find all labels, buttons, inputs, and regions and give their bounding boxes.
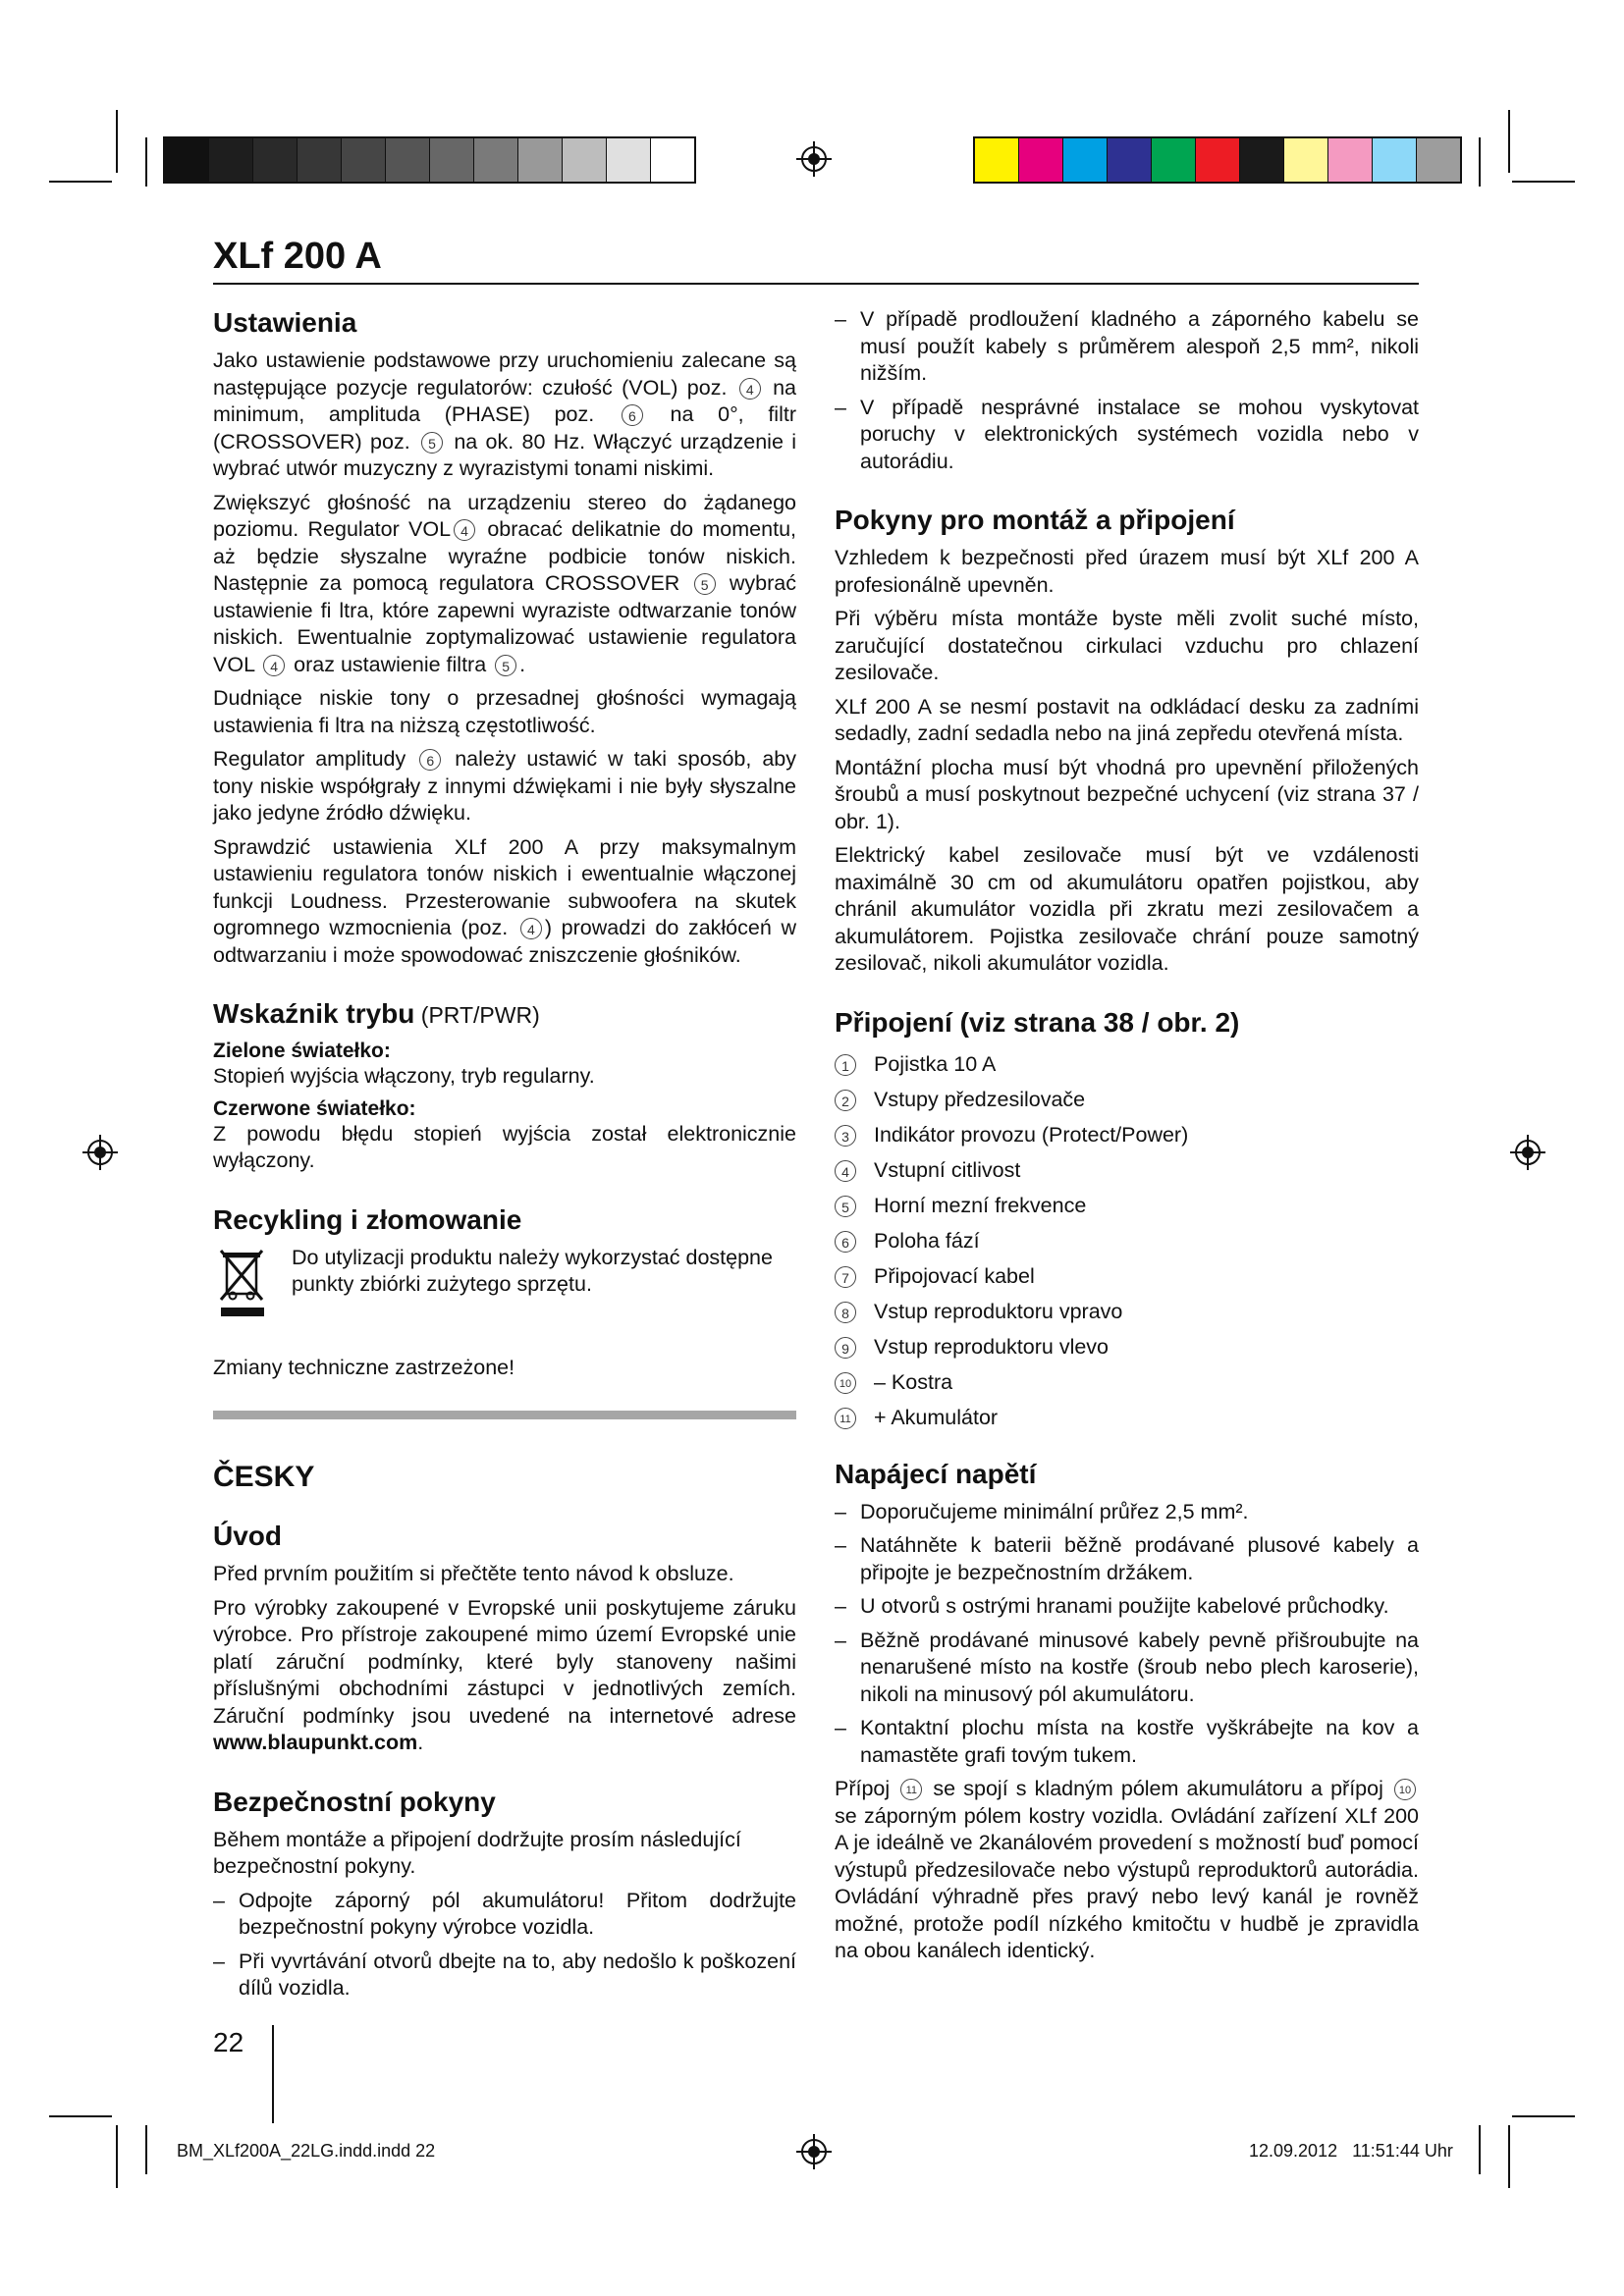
paragraph: Regulator amplitudy 6 należy ustawić w taki sposób, aby tony niskie współgrały z innymi dźwiękami i nie były słyszalne jako jedyne źródło dźwięku. — [213, 747, 796, 825]
circled-number-icon: 5 — [694, 573, 716, 595]
paragraph: Montážní plocha musí být vhodná pro upevnění přiložených šroubů a musí poskytnout bezpečné uchycení (viz strana 37 / obr. 1). — [835, 755, 1419, 833]
crop-mark — [1512, 2115, 1575, 2117]
list-item: – Běžně prodávané minusové kabely pevně přišroubujte na nenarušené místo na kostře (šroub nebo plech karoserie), nikoli na minusový pól akumulátoru. — [835, 1628, 1419, 1706]
page-number-rule — [272, 2025, 274, 2123]
circled-number-icon: 2 — [835, 1090, 856, 1111]
list-item: – Natáhněte k baterii běžně prodávané plusové kabely a připojte je bezpečnostním držákem. — [835, 1533, 1419, 1584]
color-swatch — [1328, 138, 1373, 182]
color-swatch — [563, 138, 607, 182]
connection-item: 7 Připojovací kabel — [835, 1259, 1419, 1295]
connection-item: 10 – Kostra — [835, 1365, 1419, 1401]
crop-mark — [1479, 137, 1481, 187]
color-swatch — [165, 138, 209, 182]
grayscale-color-bar — [163, 136, 696, 184]
paragraph: Elektrický kabel zesilovače musí být ve vzdálenosti maximálně 30 cm od akumulátoru opatřen pojistkou, aby chránil akumulátor vozidla při zkratu mezi zesilovačem a akumulátorem. Pojistka zesilovače chrání pouze samotný zesilovač, nikoli akumulátor vozidla. — [835, 843, 1419, 975]
website-link[interactable]: www.blaupunkt.com — [213, 1731, 418, 1754]
paragraph: Sprawdzić ustawienia XLf 200 A przy maksymalnym ustawieniu regulatora tonów niskich i ewentualnie włączonej funkcji Loudness. Przesterowanie subwoofera na skutek ogromnego wzmocnienia (poz. 4 ) prowadzi do zakłóceń w odtwarzaniu i może spowodować zniszczenie głośników. — [213, 834, 796, 967]
page-number: 22 — [213, 2027, 244, 2057]
color-swatch — [607, 138, 651, 182]
safety-list — [213, 1888, 796, 2002]
connection-list — [835, 1047, 1419, 1436]
color-swatch — [651, 138, 694, 182]
crop-mark — [1512, 181, 1575, 183]
color-swatch — [298, 138, 342, 182]
section-separator — [213, 1411, 796, 1419]
crop-mark — [1508, 2125, 1510, 2188]
section-heading-uvod: Úvod — [213, 1521, 282, 1551]
connection-item: 5 Horní mezní frekvence — [835, 1189, 1419, 1224]
color-swatch — [1063, 138, 1108, 182]
recycling-block — [213, 1245, 796, 1317]
language-heading: ČESKY — [213, 1461, 315, 1493]
crop-mark — [49, 181, 112, 183]
circled-number-icon: 6 — [835, 1231, 856, 1253]
color-swatch — [253, 138, 298, 182]
crop-mark — [116, 2125, 118, 2188]
color-swatch — [1196, 138, 1240, 182]
color-swatch — [209, 138, 253, 182]
cable-notes-list — [835, 306, 1419, 475]
circled-number-icon: 4 — [263, 655, 285, 676]
connection-item: 4 Vstupní citlivost — [835, 1153, 1419, 1189]
crop-mark — [1508, 110, 1510, 173]
circled-number-icon: 8 — [835, 1302, 856, 1323]
connection-item: 9 Vstup reproduktoru vlevo — [835, 1330, 1419, 1365]
weee-bin-icon — [213, 1247, 272, 1317]
paragraph: Vzhledem k bezpečnosti před úrazem musí být XLf 200 A profesionálně upevněn. — [835, 546, 1419, 597]
title-divider — [213, 283, 1419, 285]
red-light-label: Czerwone światełko: — [213, 1096, 416, 1120]
connection-item: 2 Vstupy předzesilovače — [835, 1083, 1419, 1118]
connection-item: 6 Poloha fází — [835, 1224, 1419, 1259]
section-heading-pripojeni: Připojení (viz strana 38 / obr. 2) — [835, 1006, 1240, 1038]
color-swatch — [518, 138, 563, 182]
list-item: – V případě prodloužení kladného a záporného kabelu se musí použít kabely s průměrem alespoň 2,5 mm², nikoli nižším. — [835, 307, 1419, 385]
page-title: XLf 200 A — [213, 236, 382, 277]
green-light-label: Zielone światełko: — [213, 1040, 391, 1062]
circled-number-icon: 10 — [1394, 1779, 1416, 1800]
power-supply-list — [835, 1499, 1419, 1770]
connection-item: 3 Indikátor provozu (Protect/Power) — [835, 1118, 1419, 1153]
circled-number-icon: 5 — [835, 1196, 856, 1217]
paragraph: Stopień wyjścia włączony, tryb regularny. — [213, 1064, 595, 1088]
color-swatch — [386, 138, 430, 182]
paragraph: Pro výrobky zakoupené v Evropské unii poskytujeme záruku výrobce. Pro přístroje zakoupené mimo území Evropské unie platí záruční podmínky, které byly stanoveny našimi příslušnými obchodními zástupci v jednotlivých zemích. Záruční podmínky jsou uvedené na internetové adrese www.blaupunkt.com. — [213, 1595, 796, 1754]
connection-item: 8 Vstup reproduktoru vpravo — [835, 1295, 1419, 1330]
registration-mark-icon — [82, 1135, 118, 1170]
circled-number-icon: 9 — [835, 1337, 856, 1359]
list-item: – Doporučujeme minimální průřez 2,5 mm². — [835, 1499, 1249, 1523]
circled-number-icon: 10 — [835, 1372, 856, 1394]
crop-mark — [49, 2115, 112, 2117]
color-swatch — [1240, 138, 1284, 182]
paragraph: Jako ustawienie podstawowe przy uruchomieniu zalecane są następujące pozycje regulatorów: czułość (VOL) poz. 4 na minimum, amplituda (PHASE) poz. 6 na 0°, filtr (CROSSOVER) poz. 5 na ok. 80 Hz. Włączyć urządzenie i wybrać utwór muzyczny z wyrazistymi tonami niskimi. — [213, 348, 796, 480]
color-swatch — [1417, 138, 1460, 182]
circled-number-icon: 11 — [835, 1408, 856, 1429]
circled-number-icon: 11 — [900, 1779, 922, 1800]
color-swatch — [1019, 138, 1063, 182]
circled-number-icon: 6 — [622, 404, 643, 426]
paragraph: Během montáže a připojení dodržujte prosím následující bezpečnostní pokyny. — [213, 1827, 741, 1878]
paragraph: Z powodu błędu stopień wyjścia został elektronicznie wyłączony. — [213, 1121, 796, 1172]
list-item: – V případě nesprávné instalace se mohou vyskytovat poruchy v elektronických systémech vozidla nebo v autorádiu. — [835, 395, 1419, 473]
circled-number-icon: 5 — [495, 655, 516, 676]
left-column-czech — [213, 1461, 796, 2009]
footer-filename: BM_XLf200A_22LG.indd.indd 22 — [177, 2141, 436, 2161]
color-swatch — [474, 138, 518, 182]
section-heading-wskaznik: Wskaźnik trybu (PRT/PWR) — [213, 998, 540, 1029]
crop-mark — [145, 2125, 147, 2174]
paragraph: Přípoj 11 se spojí s kladným pólem akumulátoru a přípoj 10 se záporným pólem kostry vozidla. Ovládání zařízení XLf 200 A je ideálně ve 2kanálovém provedení s možností buď pomocí výstupů předzesilovače nebo výstupů reproduktorů autorádia. Ovládání výhradně přes pravý nebo levý kanál je rovněž možné, protože podíl nízkého kmitočtu v hudbě je zpravidla na obou kanálech identický. — [835, 1777, 1419, 1962]
circled-number-icon: 4 — [454, 519, 475, 541]
list-item: – U otvorů s ostrými hranami použijte kabelové průchodky. — [835, 1594, 1389, 1618]
registration-mark-icon — [796, 2134, 832, 2169]
circled-number-icon: 6 — [419, 749, 441, 771]
circled-number-icon: 1 — [835, 1054, 856, 1076]
section-heading-bezpecnost: Bezpečnostní pokyny — [213, 1786, 496, 1817]
connection-item: 11 + Akumulátor — [835, 1401, 1419, 1436]
connection-item: 1 Pojistka 10 A — [835, 1047, 1419, 1083]
list-item: – Kontaktní plochu místa na kostře vyškrábejte na kov a namastěte grafi tovým tukem. — [835, 1716, 1419, 1767]
paragraph: Před prvním použitím si přečtěte tento návod k obsluze. — [213, 1562, 734, 1585]
section-heading-recykling: Recykling i złomowanie — [213, 1203, 522, 1235]
color-swatch — [975, 138, 1019, 182]
crop-mark — [116, 110, 118, 173]
process-color-bar — [973, 136, 1462, 184]
section-heading-montaz: Pokyny pro montáž a připojení — [835, 505, 1235, 535]
circled-number-icon: 5 — [421, 432, 443, 454]
circled-number-icon: 4 — [739, 378, 761, 400]
paragraph: Při výběru místa montáže byste měli zvolit suché místo, zaručující dostatečnou cirkulaci vzduchu pro chlazení zesilovače. — [835, 607, 1419, 684]
color-swatch — [1284, 138, 1328, 182]
color-swatch — [342, 138, 386, 182]
circled-number-icon: 3 — [835, 1125, 856, 1147]
circled-number-icon: 4 — [520, 918, 542, 939]
recycling-text: Do utylizacji produktu należy wykorzystać dostępne punkty zbiórki zużytego sprzętu. — [292, 1245, 773, 1296]
color-swatch — [430, 138, 474, 182]
left-column — [213, 306, 796, 1381]
section-heading-napajeci: Napájecí napětí — [835, 1458, 1037, 1489]
paragraph: XLf 200 A se nesmí postavit na odkládací desku za zadními sedadly, zadní sedadla nebo na jiná zepředu otevřená místa. — [835, 694, 1419, 745]
right-column — [835, 306, 1419, 1972]
circled-number-icon: 7 — [835, 1266, 856, 1288]
technical-changes-note: Zmiany techniczne zastrzeżone! — [213, 1355, 515, 1379]
paragraph: Dudniące niskie tony o przesadnej głośności wymagają ustawienia fi ltra na niższą częstotliwość. — [213, 686, 796, 737]
list-item: – Odpojte záporný pól akumulátoru! Přitom dodržujte bezpečnostní pokyny výrobce vozidla. — [213, 1888, 796, 1939]
list-item: – Při vyvrtávání otvorů dbejte na to, aby nedošlo k poškození dílů vozidla. — [213, 1949, 796, 2000]
mounting-paragraphs — [835, 545, 1419, 978]
footer-timestamp: 12.09.2012 11:51:44 Uhr — [1249, 2141, 1453, 2161]
paragraph: Zwiększyć głośność na urządzeniu stereo do żądanego poziomu. Regulator VOL 4 obracać delikatnie do momentu, aż będzie słyszalne wyraźne podbicie tonów niskich. Następnie za pomocą regulatora CROSSOVER 5 wybrać ustawienie fi ltra, które zapewni wyraziste odtwarzanie tonów niskich. Ewentualnie zoptymalizować ustawienie regulatora VOL 4 oraz ustawienie filtra 5 . — [213, 490, 797, 676]
registration-mark-icon — [1510, 1135, 1545, 1170]
section-heading-ustawienia: Ustawienia — [213, 307, 357, 338]
color-swatch — [1108, 138, 1152, 182]
color-swatch — [1373, 138, 1417, 182]
color-swatch — [1152, 138, 1196, 182]
crop-mark — [145, 137, 147, 187]
circled-number-icon: 4 — [835, 1160, 856, 1182]
crop-mark — [1479, 2125, 1481, 2174]
registration-mark-icon — [796, 141, 832, 177]
